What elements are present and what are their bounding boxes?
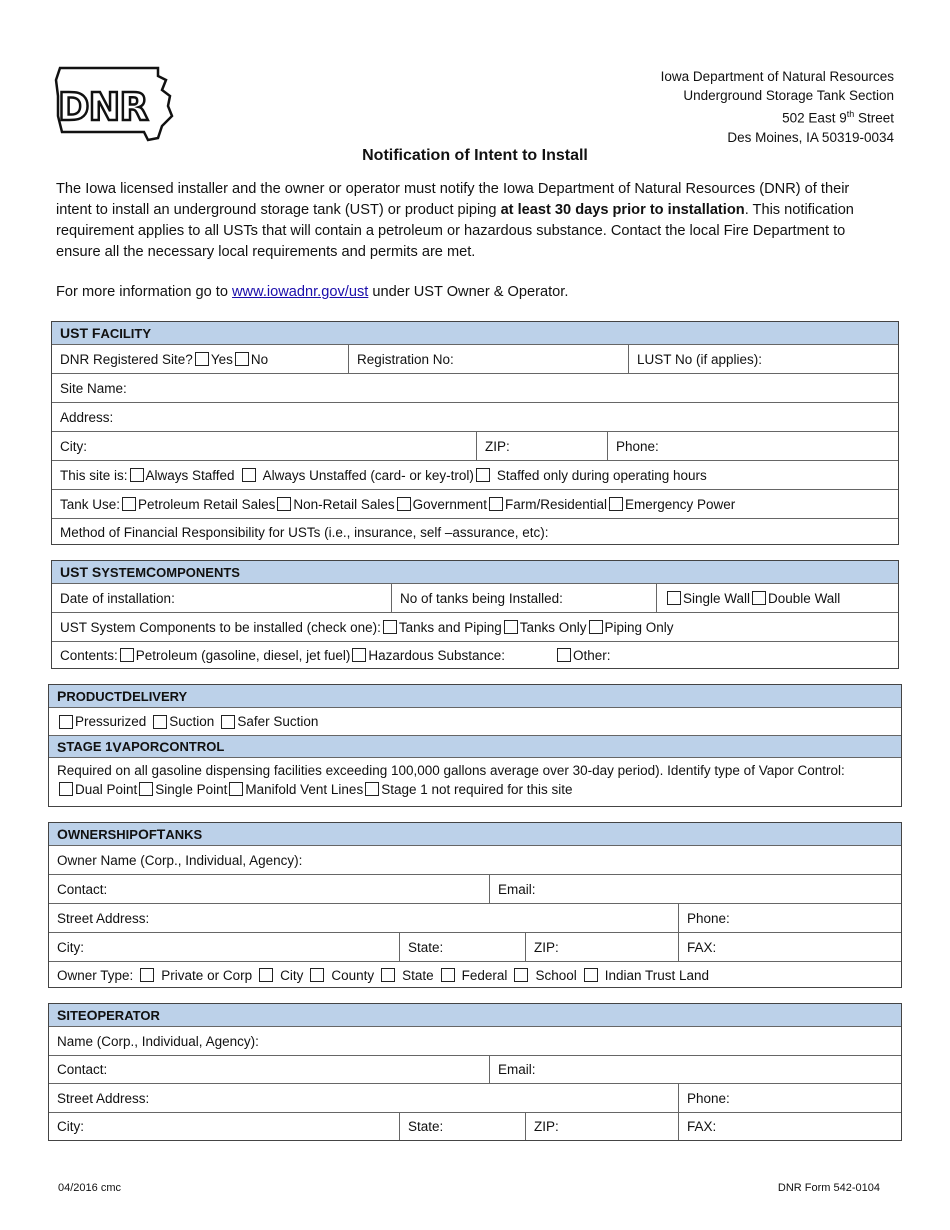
agency-street: 502 East 9th Street	[782, 109, 894, 126]
owner-name-field[interactable]: Owner Name (Corp., Individual, Agency):	[57, 852, 303, 868]
petroleum-checkbox[interactable]	[120, 648, 134, 662]
dual-point-checkbox[interactable]	[59, 782, 73, 796]
vapor-note: Required on all gasoline dispensing facilities exceeding 100,000 gallons average over 30-day period). Identify type of Vapor Control:	[57, 763, 845, 778]
school-checkbox[interactable]	[514, 968, 528, 982]
footer-date: 04/2016 cmc	[58, 1182, 121, 1194]
operator-phone-field[interactable]: Phone:	[678, 1084, 901, 1112]
single-point-checkbox[interactable]	[139, 782, 153, 796]
owner-fax-field[interactable]: FAX:	[678, 933, 901, 961]
operator-fax-field[interactable]: FAX:	[678, 1113, 901, 1140]
farm-residential-checkbox[interactable]	[489, 497, 503, 511]
operator-zip-field[interactable]: ZIP:	[525, 1113, 678, 1140]
site-operator-section	[48, 1003, 902, 1141]
section-header: O WNERSHIP O F T ANKS	[49, 823, 901, 845]
financial-responsibility-field[interactable]: Method of Financial Responsibility for USTs (i.e., insurance, self –assurance, etc):	[60, 524, 549, 540]
ust-components-section	[51, 560, 899, 669]
indian-trust-land-checkbox[interactable]	[584, 968, 598, 982]
operator-city-field[interactable]: City:	[57, 1119, 84, 1134]
logo-text: DNR	[58, 85, 148, 129]
owner-state-field[interactable]: State:	[399, 933, 525, 961]
components-row: UST System Components to be installed (check one): Tanks and Piping Tanks Only Piping Only	[60, 619, 674, 635]
site-staffing-row: This site is: Always Staffed Always Unstaffed (card- or key-trol) Staffed only during operating hours	[60, 467, 707, 483]
no-checkbox[interactable]	[235, 352, 249, 366]
page-title: Notification of Intent to Install	[362, 147, 588, 164]
product-delivery-section	[48, 684, 902, 807]
vapor-control-cell: Required on all gasoline dispensing facilities exceeding 100,000 gallons average over 30-day period). Identify type of Vapor Control: Dual Point Single Point Manifold Vent Lines Stage 1 not required for this site	[57, 763, 845, 797]
operator-email-field[interactable]: Email:	[489, 1056, 901, 1083]
county-checkbox[interactable]	[310, 968, 324, 982]
section-header: P RODUCT D ELIVERY	[49, 685, 901, 707]
always-unstaffed-checkbox[interactable]	[242, 468, 256, 482]
operator-state-field[interactable]: State:	[399, 1113, 525, 1140]
operator-street-field[interactable]: Street Address:	[57, 1090, 150, 1106]
operator-contact-field[interactable]: Contact:	[57, 1062, 108, 1077]
tanks-and-piping-checkbox[interactable]	[383, 620, 397, 634]
owner-zip-field[interactable]: ZIP:	[525, 933, 678, 961]
delivery-type-row: Pressurized Suction Safer Suction	[49, 708, 901, 735]
dnr-logo	[54, 66, 174, 144]
installation-date-field[interactable]: Date of installation:	[60, 590, 175, 606]
always-staffed-checkbox[interactable]	[130, 468, 144, 482]
yes-checkbox[interactable]	[195, 352, 209, 366]
ust-facility-section	[51, 321, 899, 545]
contents-row: Contents: Petroleum (gasoline, diesel, jet fuel) Hazardous Substance: Other:	[60, 647, 611, 663]
owner-email-field[interactable]: Email:	[489, 875, 901, 903]
site-name-field[interactable]: Site Name:	[60, 380, 127, 396]
city-checkbox[interactable]	[259, 968, 273, 982]
emergency-power-checkbox[interactable]	[609, 497, 623, 511]
other-checkbox[interactable]	[557, 648, 571, 662]
registration-no-field[interactable]: Registration No:	[348, 345, 628, 373]
pressurized-checkbox[interactable]	[59, 715, 73, 729]
tank-count-field[interactable]: No of tanks being Installed:	[391, 584, 656, 612]
tank-use-row: Tank Use: Petroleum Retail Sales Non-Retail Sales Government Farm/Residential Emergency Power	[60, 496, 736, 512]
vapor-control-header: S TAGE 1 V APOR C ONTROL	[49, 735, 901, 757]
owner-contact-field[interactable]: Contact:	[57, 881, 108, 897]
federal-checkbox[interactable]	[441, 968, 455, 982]
government-checkbox[interactable]	[397, 497, 411, 511]
petroleum-retail-checkbox[interactable]	[122, 497, 136, 511]
hazardous-checkbox[interactable]	[352, 648, 366, 662]
zip-field[interactable]: ZIP:	[476, 432, 607, 460]
intro-paragraph: The Iowa licensed installer and the owner or operator must notify the Iowa Department of Natural Resources (DNR) of their intent to install an underground storage tank (UST) or product piping at least 30 days prior to installation. This notification requirement applies to all USTs that will contain a petroleum or hazardous substance. Contact the local Fire Department to ensure all the necessary local requirements and permits are met.	[56, 181, 854, 260]
agency-section: Underground Storage Tank Section	[683, 88, 894, 103]
wall-type-cell: Single Wall Double Wall	[656, 584, 898, 612]
single-wall-checkbox[interactable]	[667, 591, 681, 605]
lust-no-field[interactable]: LUST No (if applies):	[628, 345, 898, 373]
owner-street-field[interactable]: Street Address:	[57, 910, 150, 926]
city-field[interactable]: City:	[60, 438, 87, 454]
address-field[interactable]: Address:	[60, 409, 114, 425]
manifold-checkbox[interactable]	[229, 782, 243, 796]
not-required-checkbox[interactable]	[365, 782, 379, 796]
footer-form-number: DNR Form 542-0104	[777, 1182, 880, 1194]
safer-suction-checkbox[interactable]	[221, 715, 235, 729]
state-checkbox[interactable]	[381, 968, 395, 982]
section-header: UST S YSTEM C OMPONENTS	[52, 561, 898, 583]
ownership-section	[48, 822, 902, 988]
agency-address	[661, 67, 894, 147]
owner-type-row: Owner Type: Private or Corp City County State Federal School Indian Trust Land	[57, 967, 710, 983]
dnr-ust-link[interactable]: www.iowadnr.gov/ust	[232, 284, 369, 300]
piping-only-checkbox[interactable]	[589, 620, 603, 634]
section-header: S ITE O PERATOR	[49, 1004, 901, 1026]
tanks-only-checkbox[interactable]	[504, 620, 518, 634]
non-retail-checkbox[interactable]	[277, 497, 291, 511]
registered-site-cell: DNR Registered Site? Yes No	[60, 351, 269, 367]
owner-phone-field[interactable]: Phone:	[678, 904, 901, 932]
operator-name-field[interactable]: Name (Corp., Individual, Agency):	[57, 1033, 259, 1049]
private-corp-checkbox[interactable]	[140, 968, 154, 982]
phone-field[interactable]: Phone:	[607, 432, 898, 460]
double-wall-checkbox[interactable]	[752, 591, 766, 605]
agency-city: Des Moines, IA 50319-0034	[727, 129, 894, 145]
section-header: UST F ACILITY	[52, 322, 898, 344]
more-info: For more information go to www.iowadnr.gov/ust under UST Owner & Operator.	[56, 284, 569, 300]
staffed-hours-checkbox[interactable]	[476, 468, 490, 482]
suction-checkbox[interactable]	[153, 715, 167, 729]
owner-city-field[interactable]: City:	[57, 939, 84, 955]
agency-name: Iowa Department of Natural Resources	[660, 69, 894, 84]
